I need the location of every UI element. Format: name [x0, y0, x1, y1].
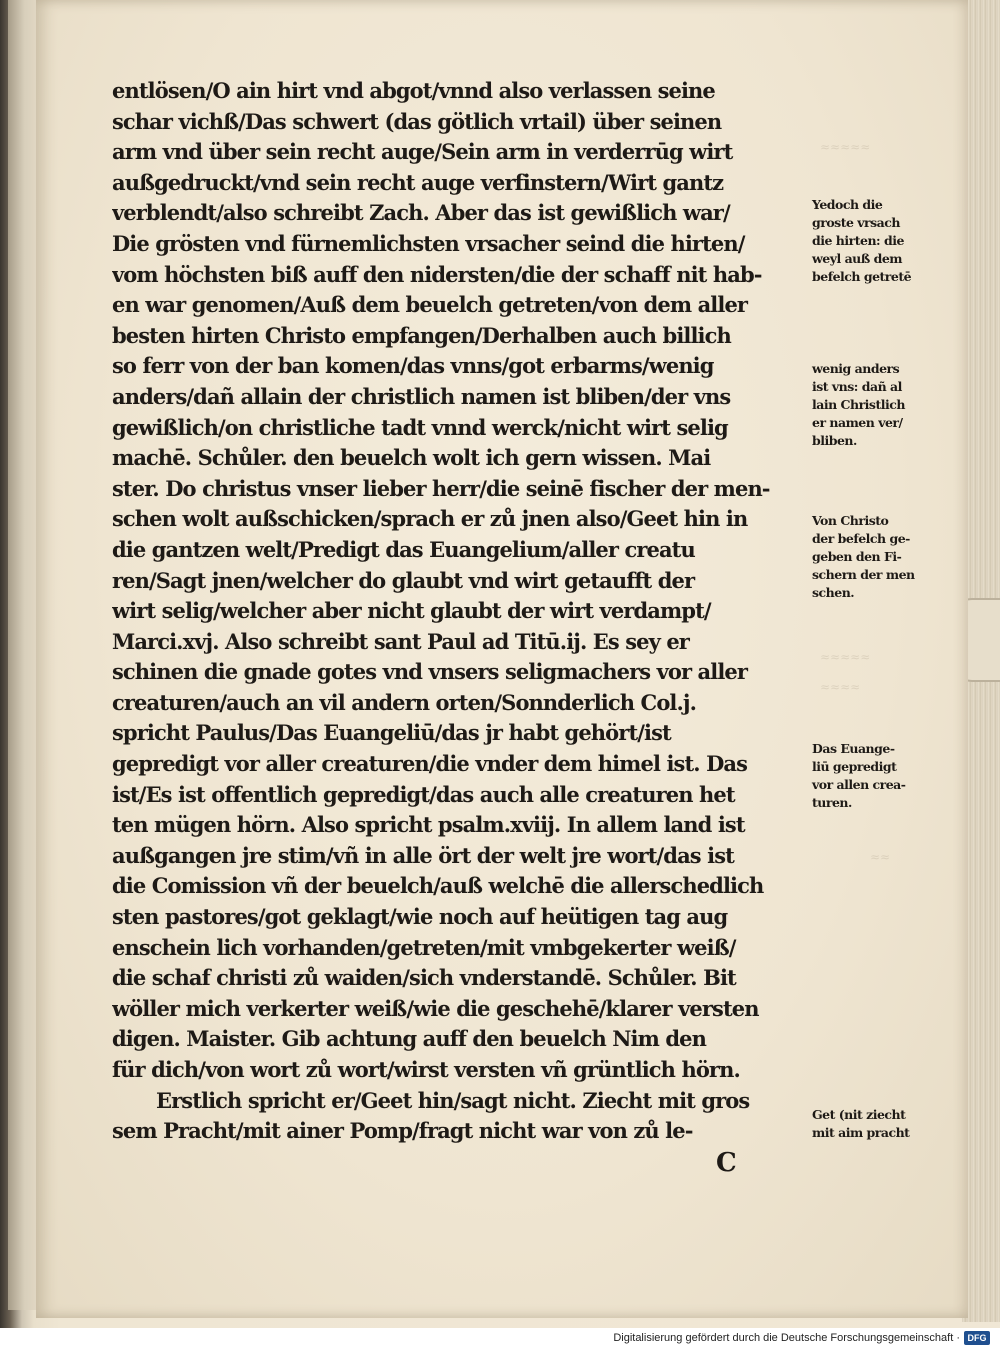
text-line: creaturen/auch an vil andern orten/Sonnderlich Col.j.	[112, 689, 697, 715]
margin-note-line: Get (nit ziecht	[812, 1107, 906, 1122]
text-line: Die grösten vnd fürnemlichsten vrsacher seind die hirten/	[112, 230, 745, 256]
margin-note-line: schen.	[812, 585, 855, 600]
margin-note-line: bliben.	[812, 433, 857, 448]
bleed-through-mark: ≈≈≈≈≈	[820, 140, 871, 154]
margin-note-line: geben den Fi-	[812, 549, 902, 564]
margin-note-line: weyl auß dem	[812, 251, 903, 266]
text-line: gepredigt vor aller creaturen/die vnder dem himel ist. Das	[112, 751, 748, 777]
margin-note-line: wenig anders	[812, 361, 900, 376]
margin-note-line: schern der men	[812, 567, 915, 582]
text-line: schen wolt außschicken/sprach er zů jnen also/Geet hin in	[112, 506, 748, 532]
text-line: wirt selig/welcher aber nicht glaubt der wirt verdampt/	[112, 598, 711, 624]
margin-note	[812, 512, 952, 602]
text-line: wöller mich verkerter weiß/wie die geschehē/klarer versten	[112, 995, 759, 1021]
margin-note-line: Das Euange-	[812, 741, 895, 756]
text-line: für dich/von wort zů wort/wirst versten vñ grüntlich hörn.	[112, 1057, 740, 1082]
text-line: vom höchsten biß auff den nidersten/die der schaff nit hab-	[112, 261, 762, 287]
margin-note-line: ist vns: dañ al	[812, 379, 902, 394]
text-line: so ferr von der ban komen/das vnns/got erbarms/wenig	[112, 353, 714, 379]
text-line: besten hirten Christo empfangen/Derhalben auch billich	[112, 322, 731, 348]
dfg-logo: DFG	[964, 1331, 990, 1345]
margin-note	[812, 1106, 952, 1142]
margin-note-line: mit aim pracht	[812, 1125, 910, 1140]
text-line: ist/Es ist offentlich gepredigt/das auch alle creaturen het	[112, 781, 735, 807]
margin-note-line: turen.	[812, 795, 852, 810]
margin-note-line: Yedoch die	[812, 197, 883, 212]
text-line: spricht Paulus/Das Euangeliū/das jr habt gehört/ist	[112, 720, 671, 746]
signature-mark: C	[716, 1148, 737, 1178]
text-line: digen. Maister. Gib achtung auff den beuelch Nim den	[112, 1026, 706, 1052]
text-line: die Comission vñ der beuelch/auß welchē die allerschedlich	[112, 873, 764, 899]
margin-note-line: der befelch ge-	[812, 531, 910, 546]
text-line: ren/Sagt jnen/welcher do glaubt vnd wirt getaufft der	[112, 567, 695, 593]
text-line: Erstlich spricht er/Geet hin/sagt nicht. Ziecht mit gros	[156, 1087, 750, 1113]
margin-note-line: vor allen crea-	[812, 777, 906, 792]
bleed-through-mark: ≈≈	[870, 850, 891, 864]
margin-note-line: groste vrsach	[812, 215, 900, 230]
text-line: gewißlich/on christliche tadt vnnd werck/nicht wirt selig	[112, 414, 728, 440]
text-line: verblendt/also schreibt Zach. Aber das ist gewißlich war/	[112, 200, 730, 226]
text-line: sten pastores/got geklagt/wie noch auf heütigen tag aug	[112, 904, 728, 930]
margin-note	[812, 196, 952, 286]
text-line: entlösen/O ain hirt vnd abgot/vnnd also verlassen seine	[112, 78, 715, 103]
margin-note	[812, 360, 952, 450]
bleed-through-mark: ≈≈≈≈≈	[820, 650, 871, 664]
text-line: Marci.xvj. Also schreibt sant Paul ad Titū.ij. Es sey er	[112, 628, 689, 654]
text-line: die schaf christi zů waiden/sich vnderstandē. Schůler. Bit	[112, 965, 736, 991]
text-line: ten mügen hörn. Also spricht psalm.xviij. In allem land ist	[112, 812, 745, 838]
previous-page-edge	[8, 0, 39, 1310]
text-line: en war genomen/Auß dem beuelch getreten/von dem aller	[112, 292, 748, 318]
margin-note	[812, 740, 952, 812]
text-line: schar vichß/Das schwert (das götlich vrtail) über seinen	[112, 108, 722, 134]
bleed-through-mark: ≈≈≈≈	[820, 680, 861, 694]
margin-note-line: die hirten: die	[812, 233, 904, 248]
margin-note-line: lain Christlich	[812, 397, 905, 412]
main-text-block	[112, 76, 802, 1147]
funding-credit: Digitalisierung gefördert durch die Deutsche Forschungsgemeinschaft ·	[613, 1332, 960, 1344]
footer-bar	[0, 1328, 1000, 1350]
text-line: die gantzen welt/Predigt das Euangelium/aller creatu	[112, 536, 695, 562]
text-line: außgedruckt/vnd sein recht auge verfinstern/Wirt gantz	[112, 169, 724, 195]
margin-note-line: er namen ver/	[812, 415, 903, 430]
text-line: schinen die gnade gotes vnd vnsers seligmachers vor aller	[112, 659, 748, 685]
text-line: machē. Schůler. den beuelch wolt ich gern wissen. Mai	[112, 445, 711, 471]
text-line: ster. Do christus vnser lieber herr/die seinē fischer der men-	[112, 475, 770, 501]
margin-note-line: liū gepredigt	[812, 759, 897, 774]
margin-note-line: befelch getretē	[812, 269, 912, 284]
text-line: enschein lich vorhanden/getreten/mit vmbgekerter weiß/	[112, 934, 736, 960]
text-line: außgangen jre stim/vñ in alle ört der welt jre wort/das ist	[112, 842, 734, 868]
text-line: sem Pracht/mit ainer Pomp/fragt nicht war von zů le-	[112, 1118, 693, 1144]
text-line: anders/dañ allain der christlich namen ist bliben/der vns	[112, 383, 731, 409]
margin-note-line: Von Christo	[812, 513, 889, 528]
text-line: arm vnd über sein recht auge/Sein arm in verderrūg wirt	[112, 139, 733, 165]
